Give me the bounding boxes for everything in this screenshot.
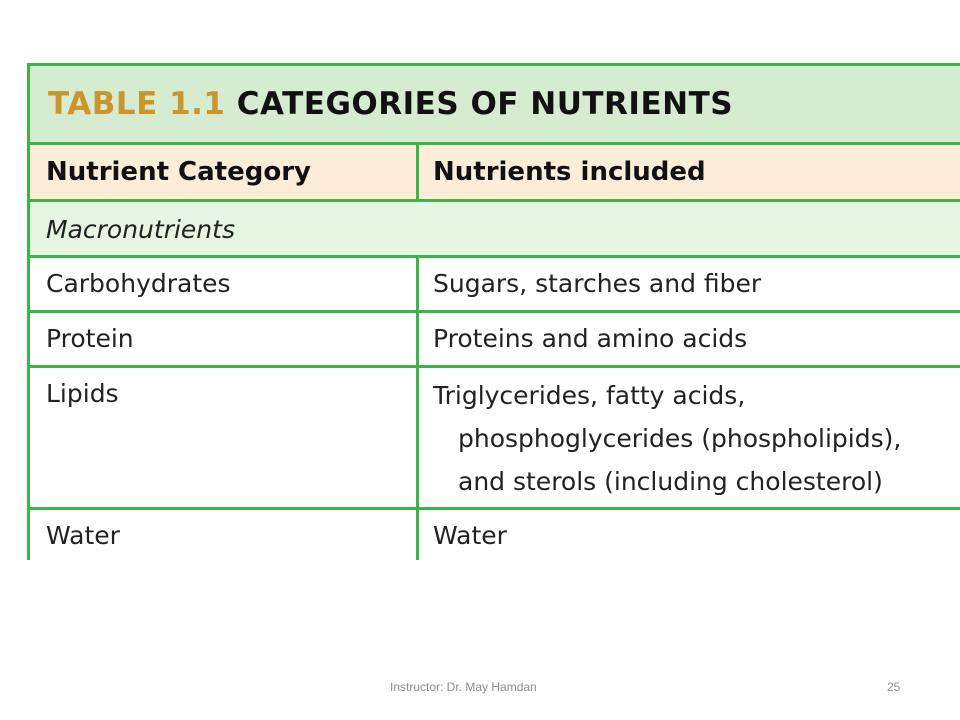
section-row-macronutrients [30,202,960,258]
table-title [48,86,733,122]
table-row [30,368,960,510]
nutrients-line: phosphoglycerides (phospholipids), [458,424,902,453]
column-divider [416,368,419,507]
footer-instructor: Instructor: Dr. May Hamdan [390,680,537,694]
nutrients-cell: Proteins and amino acids [433,324,748,353]
category-cell: Water [46,521,120,550]
category-cell: Lipids [46,379,119,408]
table-number: TABLE 1.1 [48,86,226,122]
category-cell: Carbohydrates [46,269,231,298]
table-title-row [30,66,960,145]
nutrients-line: and sterols (including cholesterol) [458,467,883,496]
category-cell: Protein [46,324,134,353]
table-title-text: CATEGORIES OF NUTRIENTS [236,86,734,122]
slide-number: 25 [887,680,901,694]
section-label: Macronutrients [46,215,235,244]
table-header-row [30,145,960,202]
nutrients-cell: Water [433,521,507,550]
column-divider [416,510,419,560]
column-divider [416,258,419,310]
header-nutrients-included: Nutrients included [433,157,706,187]
nutrients-cell: Sugars, starches and fiber [433,269,762,298]
nutrients-table [27,63,960,560]
column-divider [416,313,419,365]
header-nutrient-category: Nutrient Category [46,157,311,187]
table-row [30,258,960,313]
nutrients-line: Triglycerides, fatty acids, [433,381,746,410]
column-divider [416,145,419,199]
table-row [30,313,960,368]
table-row [30,510,960,560]
nutrients-cell [433,374,901,503]
